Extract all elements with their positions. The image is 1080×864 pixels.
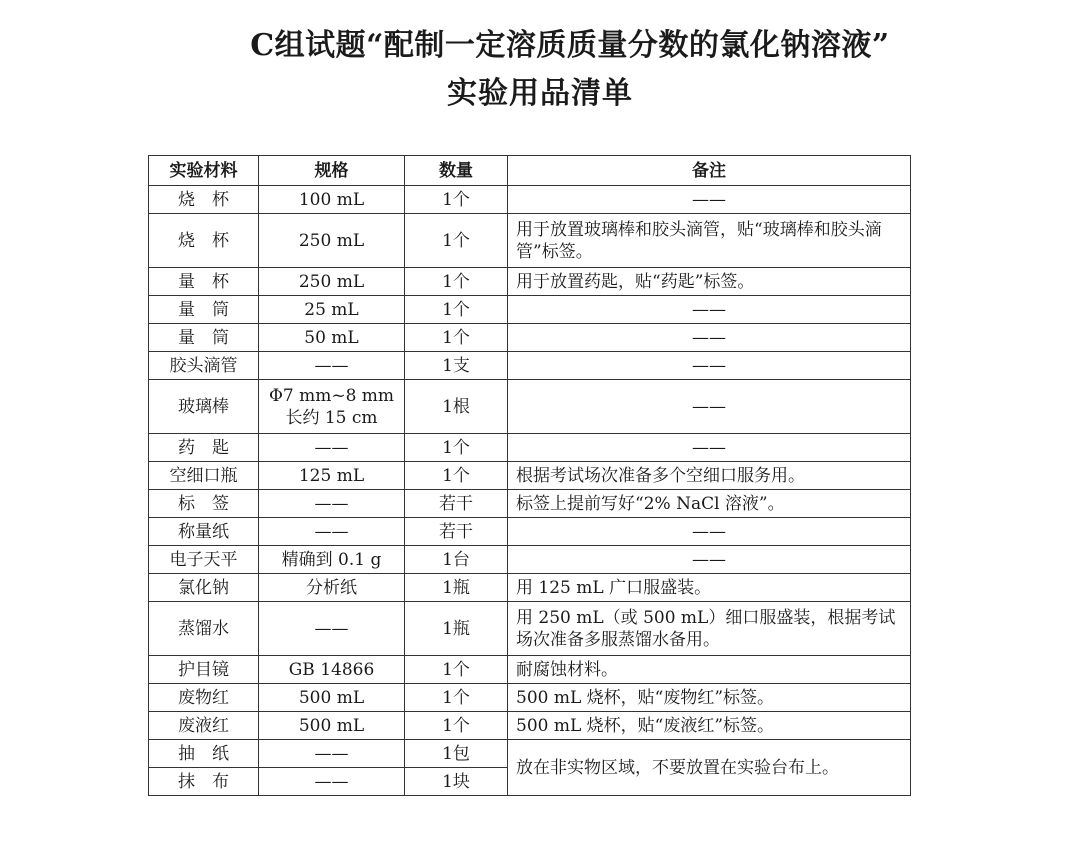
table-row — [149, 712, 911, 740]
spec-cell: —— — [259, 490, 405, 518]
document-title: C组试题“配制一定溶质质量分数的氯化钠溶液” — [250, 28, 890, 63]
note-cell: 500 mL 烧杯，贴“废物红”标签。 — [508, 684, 911, 712]
spec-cell: —— — [259, 352, 405, 380]
quantity-cell: 1个 — [405, 656, 508, 684]
quantity-cell: 1块 — [405, 768, 508, 796]
note-cell: —— — [508, 186, 911, 214]
table-row — [149, 214, 911, 268]
quantity-cell: 1包 — [405, 740, 508, 768]
material-cell: 抽 纸 — [149, 740, 259, 768]
note-cell: —— — [508, 380, 911, 434]
material-cell: 废液红 — [149, 712, 259, 740]
table-row — [149, 684, 911, 712]
material-cell: 蒸馏水 — [149, 602, 259, 656]
quantity-cell: 1个 — [405, 324, 508, 352]
spec-cell: 25 mL — [259, 296, 405, 324]
table-row — [149, 602, 911, 656]
note-cell: 用于放置药匙，贴“药匙”标签。 — [508, 268, 911, 296]
spec-cell: Φ7 mm~8 mm 长约 15 cm — [259, 380, 405, 434]
table-row — [149, 740, 911, 768]
material-cell: 药 匙 — [149, 434, 259, 462]
note-cell: —— — [508, 324, 911, 352]
material-cell: 烧 杯 — [149, 186, 259, 214]
material-cell: 抹 布 — [149, 768, 259, 796]
quantity-cell: 1台 — [405, 546, 508, 574]
spec-cell: 500 mL — [259, 712, 405, 740]
material-cell: 废物红 — [149, 684, 259, 712]
spec-cell: —— — [259, 518, 405, 546]
note-cell: 用于放置玻璃棒和胶头滴管，贴“玻璃棒和胶头滴管”标签。 — [508, 214, 911, 268]
table-row — [149, 574, 911, 602]
material-cell: 胶头滴管 — [149, 352, 259, 380]
note-cell: 用 125 mL 广口服盛装。 — [508, 574, 911, 602]
material-cell: 量 筒 — [149, 324, 259, 352]
note-cell: 根据考试场次准备多个空细口服务用。 — [508, 462, 911, 490]
table-body — [149, 186, 911, 796]
material-cell: 烧 杯 — [149, 214, 259, 268]
material-cell: 量 杯 — [149, 268, 259, 296]
spec-cell: 精确到 0.1 g — [259, 546, 405, 574]
note-cell: 耐腐蚀材料。 — [508, 656, 911, 684]
quantity-cell: 1个 — [405, 462, 508, 490]
quantity-cell: 1个 — [405, 268, 508, 296]
quantity-cell: 1个 — [405, 296, 508, 324]
document-subtitle: 实验用品清单 — [447, 76, 633, 111]
quantity-cell: 1瓶 — [405, 574, 508, 602]
spec-cell: 50 mL — [259, 324, 405, 352]
table-row — [149, 490, 911, 518]
quantity-cell: 1个 — [405, 434, 508, 462]
table-row — [149, 380, 911, 434]
table-row — [149, 296, 911, 324]
spec-cell: GB 14866 — [259, 656, 405, 684]
quantity-cell: 1根 — [405, 380, 508, 434]
quantity-cell: 1个 — [405, 684, 508, 712]
table-row — [149, 518, 911, 546]
table-row — [149, 434, 911, 462]
note-cell: 标签上提前写好“2% NaCl 溶液”。 — [508, 490, 911, 518]
spec-cell: —— — [259, 768, 405, 796]
quantity-cell: 若干 — [405, 518, 508, 546]
spec-cell: 100 mL — [259, 186, 405, 214]
quantity-cell: 1瓶 — [405, 602, 508, 656]
material-cell: 电子天平 — [149, 546, 259, 574]
table-row — [149, 186, 911, 214]
spec-cell: 250 mL — [259, 268, 405, 296]
table-row — [149, 656, 911, 684]
note-cell: 500 mL 烧杯，贴“废液红”标签。 — [508, 712, 911, 740]
spec-cell: 500 mL — [259, 684, 405, 712]
note-cell: —— — [508, 352, 911, 380]
spec-cell: 125 mL — [259, 462, 405, 490]
table-row — [149, 546, 911, 574]
spec-cell: 250 mL — [259, 214, 405, 268]
table-header-row — [149, 156, 911, 186]
table-row — [149, 462, 911, 490]
material-cell: 标 签 — [149, 490, 259, 518]
note-cell: —— — [508, 296, 911, 324]
material-cell: 空细口瓶 — [149, 462, 259, 490]
spec-cell: —— — [259, 434, 405, 462]
header-note: 备注 — [508, 156, 911, 186]
spec-cell: —— — [259, 740, 405, 768]
material-cell: 氯化钠 — [149, 574, 259, 602]
spec-cell: —— — [259, 602, 405, 656]
material-cell: 玻璃棒 — [149, 380, 259, 434]
material-cell: 称量纸 — [149, 518, 259, 546]
note-cell: —— — [508, 518, 911, 546]
spec-cell: 分析纸 — [259, 574, 405, 602]
table-row — [149, 352, 911, 380]
note-cell: 用 250 mL（或 500 mL）细口服盛装，根据考试场次准备多服蒸馏水备用。 — [508, 602, 911, 656]
header-material: 实验材料 — [149, 156, 259, 186]
quantity-cell: 若干 — [405, 490, 508, 518]
table-row — [149, 324, 911, 352]
note-cell: 放在非实物区域，不要放置在实验台布上。 — [508, 740, 911, 796]
quantity-cell: 1个 — [405, 186, 508, 214]
material-cell: 量 筒 — [149, 296, 259, 324]
table-row — [149, 268, 911, 296]
header-quantity: 数量 — [405, 156, 508, 186]
quantity-cell: 1个 — [405, 712, 508, 740]
material-cell: 护目镜 — [149, 656, 259, 684]
note-cell: —— — [508, 546, 911, 574]
header-spec: 规格 — [259, 156, 405, 186]
quantity-cell: 1支 — [405, 352, 508, 380]
quantity-cell: 1个 — [405, 214, 508, 268]
note-cell: —— — [508, 434, 911, 462]
materials-table — [148, 155, 911, 796]
